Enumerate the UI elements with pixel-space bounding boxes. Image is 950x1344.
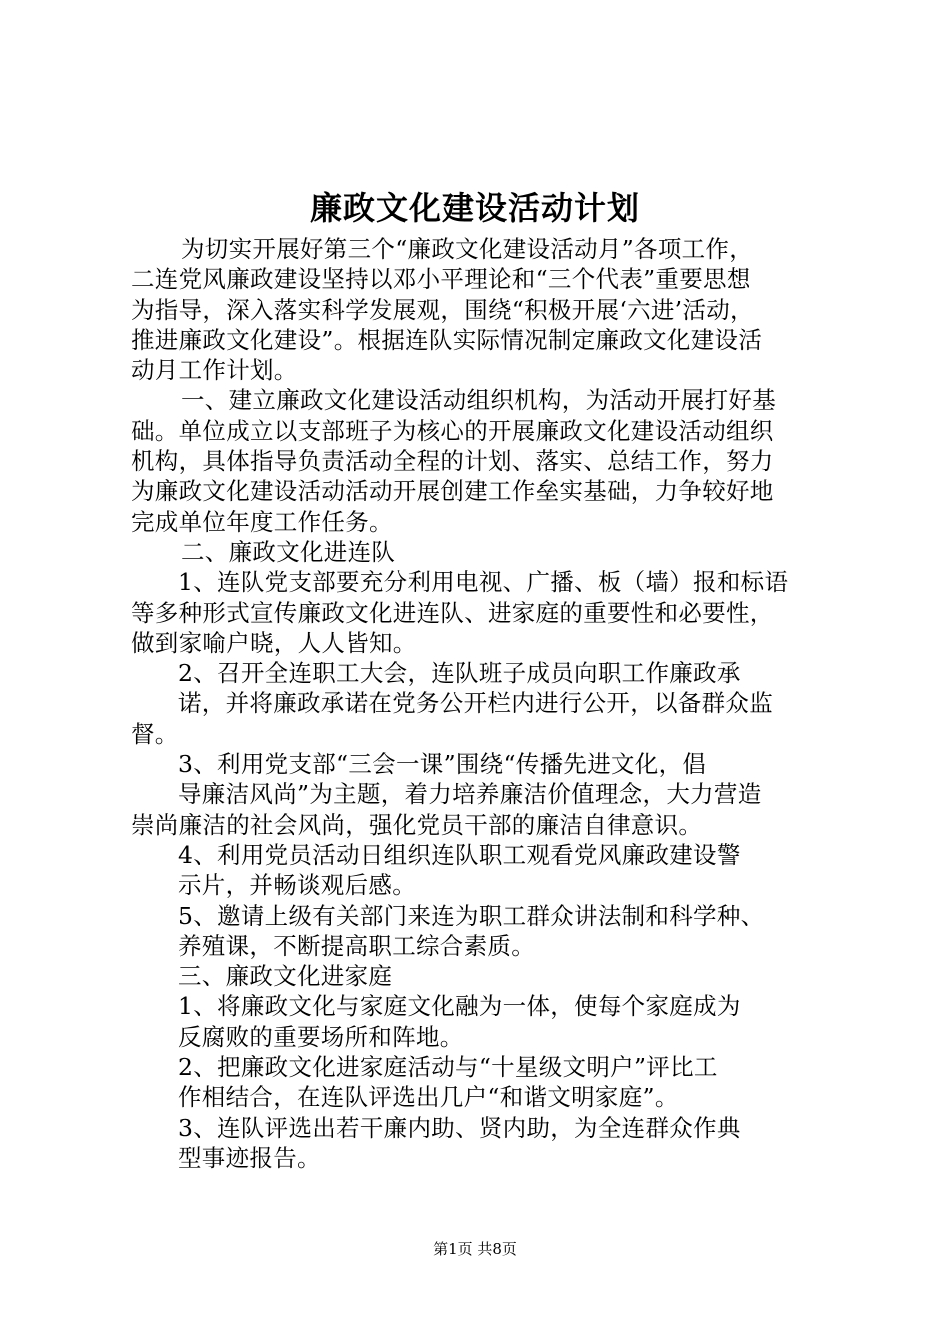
text-line: 等多种形式宣传廉政文化进连队、进家庭的重要性和必要性， <box>131 598 774 627</box>
text-line: 4、利用党员活动日组织连队职工观看党风廉政建设警 <box>178 840 741 869</box>
text-line: 诺，并将廉政承诺在党务公开栏内进行公开，以备群众监 <box>178 689 773 718</box>
text-line: 型事迹报告。 <box>178 1143 321 1172</box>
text-line: 二连党风廉政建设坚持以邓小平理论和“三个代表”重要思想 <box>131 265 751 294</box>
text-line: 作相结合，在连队评选出几户“和谐文明家庭”。 <box>178 1083 679 1112</box>
text-line: 3、连队评选出若干廉内助、贤内助，为全连群众作典 <box>178 1113 741 1142</box>
text-line: 一、建立廉政文化建设活动组织机构，为活动开展打好基 <box>181 386 776 415</box>
text-line: 为切实开展好第三个“廉政文化建设活动月”各项工作， <box>181 235 754 263</box>
text-line: 反腐败的重要场所和阵地。 <box>178 1022 464 1051</box>
document-body <box>131 234 831 1173</box>
document-title: 廉政文化建设活动计划 <box>309 189 640 227</box>
text-line: 为廉政文化建设活动活动开展创建工作垒实基础，力争较好地 <box>131 477 774 506</box>
text-line: 导廉洁风尚”为主题，着力培养廉洁价值理念，大力营造 <box>178 780 762 809</box>
text-line: 1、连队党支部要充分利用电视、广播、板（墙）报和标语 <box>178 568 789 597</box>
text-line: 完成单位年度工作任务。 <box>131 507 393 536</box>
text-line: 动月工作计划。 <box>131 356 298 385</box>
text-line: 5、邀请上级有关部门来连为职工群众讲法制和科学种、 <box>178 901 765 930</box>
text-line: 推进廉政文化建设”。根据连队实际情况制定廉政文化建设活 <box>131 325 763 354</box>
text-line: 2、召开全连职工大会，连队班子成员向职工作廉政承 <box>178 659 741 688</box>
text-line: 三、廉政文化进家庭 <box>178 962 393 991</box>
text-line: 机构，具体指导负责活动全程的计划、落实、总结工作，努力 <box>131 447 774 476</box>
text-line: 二、廉政文化进连队 <box>181 537 396 566</box>
text-line: 示片，并畅谈观后感。 <box>178 871 416 900</box>
text-line: 1、将廉政文化与家庭文化融为一体，使每个家庭成为 <box>178 992 741 1021</box>
text-line: 督。 <box>131 719 179 748</box>
text-line: 做到家喻户晓，人人皆知。 <box>131 628 417 657</box>
page-footer: 第1页 共8页 <box>433 1240 517 1258</box>
text-line: 为指导，深入落实科学发展观，围绕“积极开展‘六进’活动， <box>131 295 754 324</box>
text-line: 崇尚廉洁的社会风尚，强化党员干部的廉洁自律意识。 <box>131 810 703 839</box>
text-line: 2、把廉政文化进家庭活动与“十星级文明户”评比工 <box>178 1053 718 1082</box>
text-line: 3、利用党支部“三会一课”围绕“传播先进文化，倡 <box>178 750 707 779</box>
text-line: 础。单位成立以支部班子为核心的开展廉政文化建设活动组织 <box>131 416 774 445</box>
text-line: 养殖课，不断提高职工综合素质。 <box>178 931 535 960</box>
